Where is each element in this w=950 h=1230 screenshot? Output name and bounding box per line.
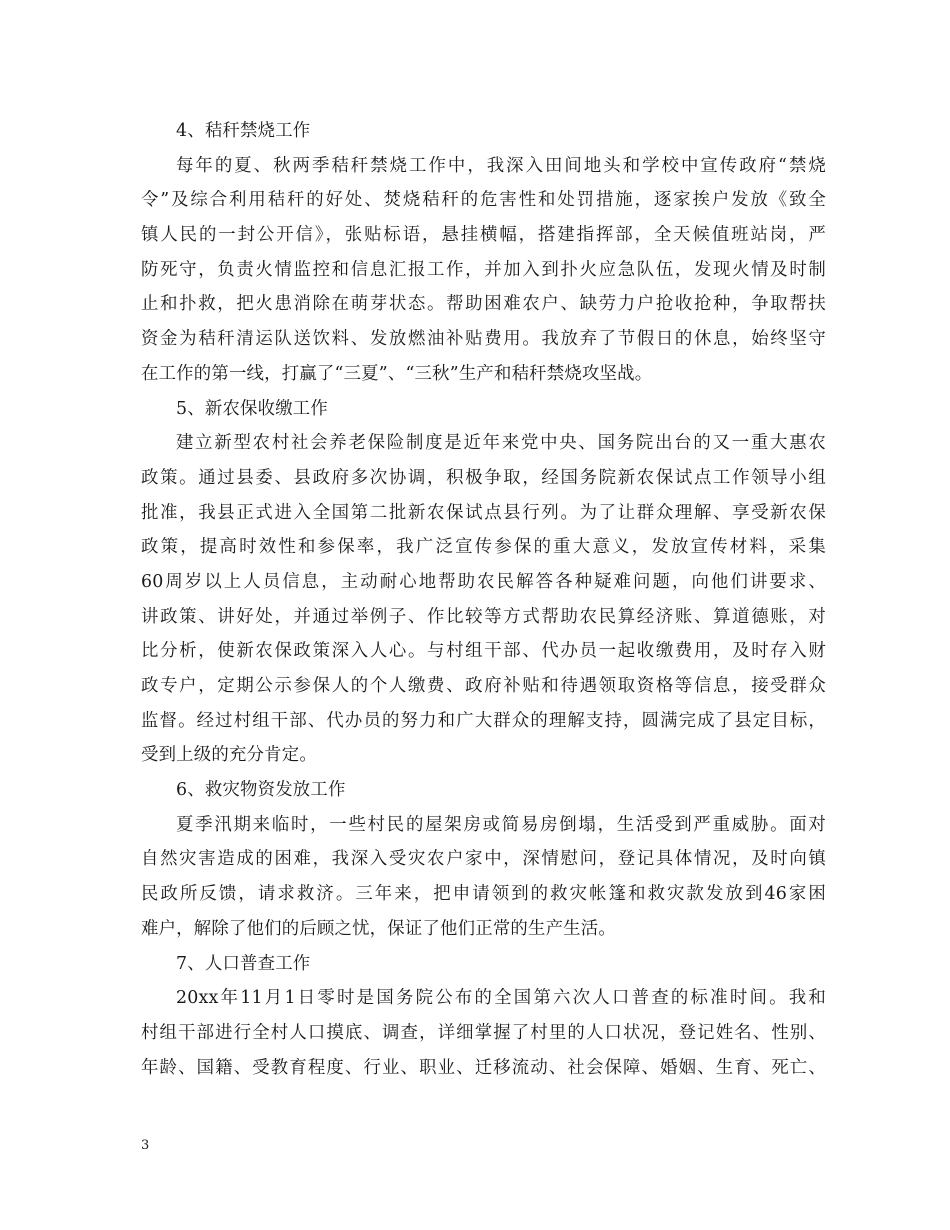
text-line: 4、秸秆禁烧工作 xyxy=(176,121,311,141)
text-line: 5、新农保收缴工作 xyxy=(176,398,328,419)
text-line: 20xx年11月1日零时是国务院公布的全国第六次人口普查的标准时间。我和 xyxy=(176,988,826,1009)
text-line: 每年的夏、秋两季秸秆禁烧工作中，我深入田间地头和学校中宣传政府“禁烧 xyxy=(176,155,826,176)
body-text xyxy=(141,114,826,1085)
text-line: 止和扑救，把火患消除在萌芽状态。帮助困难农户、缺劳力户抢收抢种，争取帮扶 xyxy=(141,294,826,315)
text-line: 政策，提高时效性和参保率，我广泛宣传参保的重大意义，发放宣传材料，采集 xyxy=(141,537,826,558)
text-line: 建立新型农村社会养老保险制度是近年来党中央、国务院出台的又一重大惠农 xyxy=(176,433,826,454)
text-line: 资金为秸秆清运队送饮料、发放燃油补贴费用。我放弃了节假日的休息，始终坚守 xyxy=(141,329,826,350)
text-line: 防死守，负责火情监控和信息汇报工作，并加入到扑火应急队伍，发现火情及时制 xyxy=(141,259,826,280)
text-line: 镇人民的一封公开信》，张贴标语，悬挂横幅，搭建指挥部，全天候值班站岗，严 xyxy=(141,225,826,246)
text-line: 60周岁以上人员信息，主动耐心地帮助农民解答各种疑难问题，向他们讲要求、 xyxy=(141,571,826,592)
text-line: 讲政策、讲好处，并通过举例子、作比较等方式帮助农民算经济账、算道德账，对 xyxy=(141,606,826,627)
text-line: 政策。通过县委、县政府多次协调，积极争取，经国务院新农保试点工作领导小组 xyxy=(141,467,826,488)
text-line: 批准，我县正式进入全国第二批新农保试点县行列。为了让群众理解、享受新农保 xyxy=(141,502,826,523)
text-line: 村组干部进行全村人口摸底、调查，详细掌握了村里的人口状况，登记姓名、性别、 xyxy=(141,1022,826,1043)
text-line: 受到上级的充分肯定。 xyxy=(141,745,317,766)
text-line: 政专户，定期公示参保人的个人缴费、政府补贴和待遇领取资格等信息，接受群众 xyxy=(141,676,826,696)
text-line: 年龄、国籍、受教育程度、行业、职业、迁移流动、社会保障、婚姻、生育、死亡、 xyxy=(141,1057,826,1078)
text-line: 令”及综合利用秸秆的好处、焚烧秸秆的危害性和处罚措施，逐家挨户发放《致全 xyxy=(141,190,826,211)
text-line: 在工作的第一线，打赢了“三夏”、“三秋”生产和秸秆禁烧攻坚战。 xyxy=(141,363,653,384)
text-line: 夏季汛期来临时，一些村民的屋架房或简易房倒塌，生活受到严重威胁。面对 xyxy=(176,814,826,835)
text-line: 监督。经过村组干部、代办员的努力和广大群众的理解支持，圆满完成了县定目标， xyxy=(141,710,826,731)
text-line: 比分析，使新农保政策深入人心。与村组干部、代办员一起收缴费用，及时存入财 xyxy=(141,641,826,662)
text-line: 难户，解除了他们的后顾之忧，保证了他们正常的生产生活。 xyxy=(141,918,616,939)
text-line: 自然灾害造成的困难，我深入受灾农户家中，深情慰问，登记具体情况，及时向镇 xyxy=(141,849,826,870)
text-line: 7、人口普查工作 xyxy=(176,953,311,974)
page-number: 3 xyxy=(141,1138,150,1153)
text-line: 民政所反馈，请求救济。三年来，把申请领到的救灾帐篷和救灾款发放到46家困 xyxy=(141,884,826,905)
text-line: 6、救灾物资发放工作 xyxy=(176,780,346,801)
